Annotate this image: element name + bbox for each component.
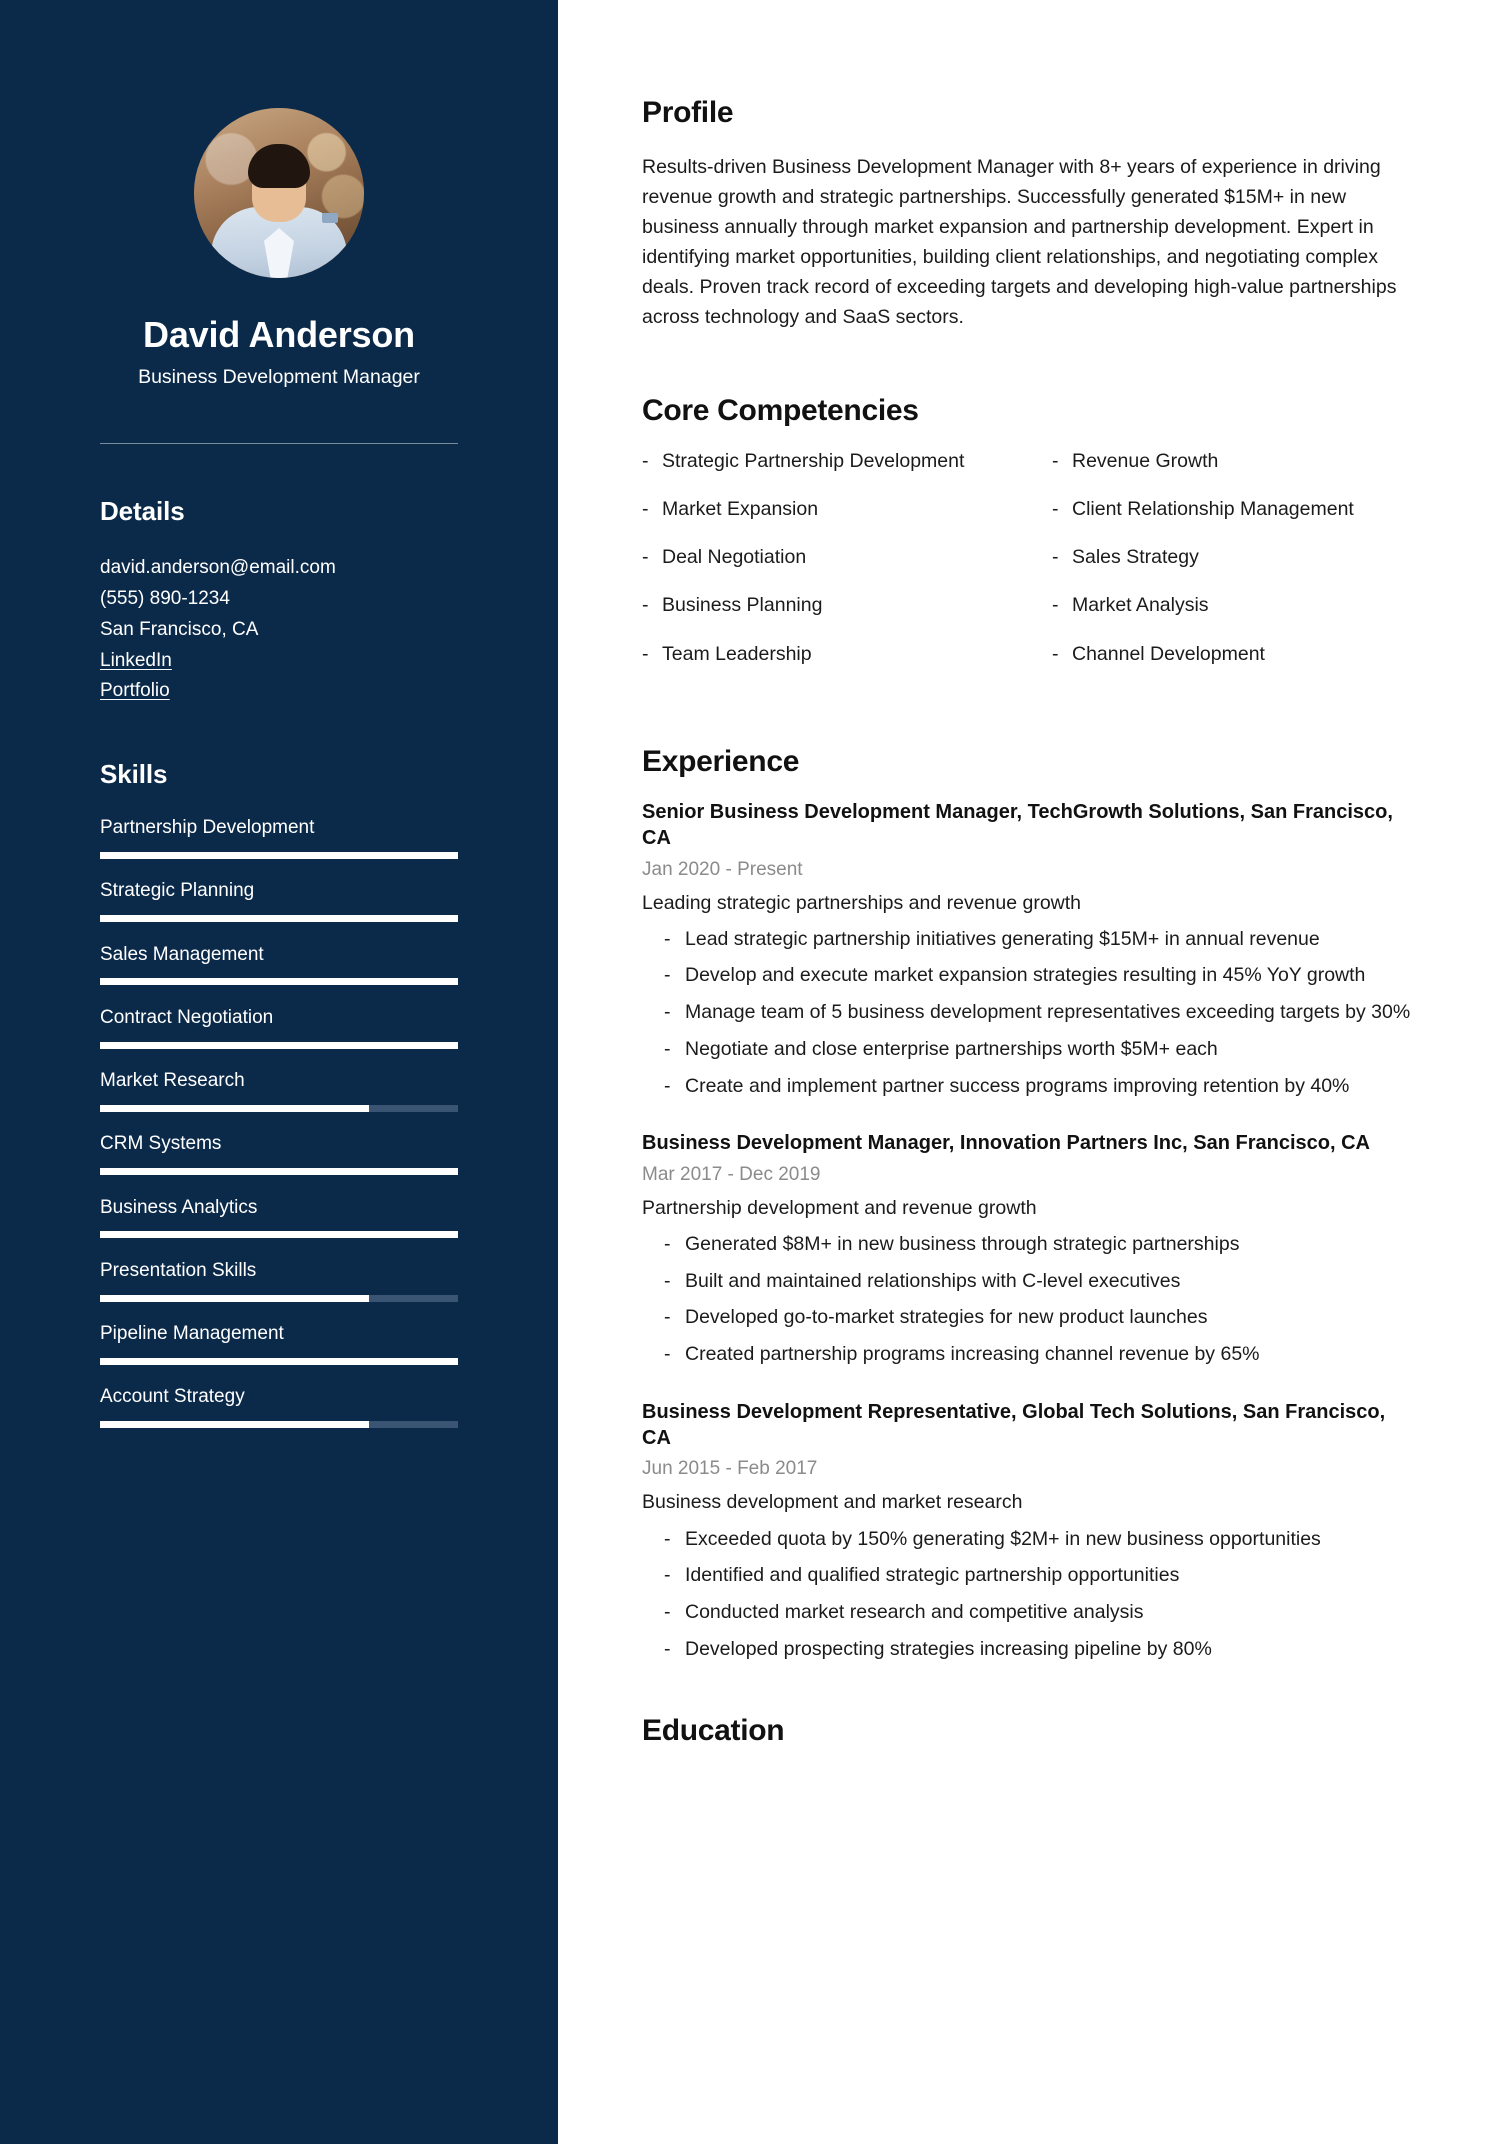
competency-item: [1052, 448, 1418, 474]
competencies-column-right: [1052, 448, 1418, 689]
job-title: Business Development Manager, Innovation Partners Inc, San Francisco, CA: [642, 1132, 1370, 1155]
detail-link-portfolio[interactable]: Portfolio: [100, 680, 170, 702]
job-bullet-text: Exceeded quota by 150% generating $2M+ in new business opportunities: [685, 1527, 1321, 1550]
spacer: [642, 689, 1418, 745]
job-bullet-text: Identified and qualified strategic partnership opportunities: [685, 1564, 1180, 1587]
skill-bar-fill: [100, 1421, 369, 1428]
skill-label: CRM Systems: [100, 1133, 222, 1155]
job-bullet-text: Develop and execute market expansion strategies resulting in 45% YoY growth: [685, 964, 1366, 987]
job-bullet: [642, 1036, 1418, 1064]
bullet-dash: -: [664, 927, 671, 950]
skill-label: Market Research: [100, 1070, 245, 1092]
bullet-dash: -: [664, 1037, 671, 1060]
job-summary: Business development and market research: [642, 1491, 1023, 1514]
skill-item: [100, 1006, 458, 1049]
bullet-dash: -: [642, 594, 649, 617]
skill-item: [100, 1322, 458, 1365]
skill-bar-fill: [100, 1295, 369, 1302]
bullet-dash: -: [664, 1527, 671, 1550]
job-summary: Leading strategic partnerships and revenue growth: [642, 891, 1082, 914]
skill-bar-fill: [100, 1168, 458, 1175]
skill-item: [100, 816, 458, 859]
education-section: [642, 1714, 1418, 1748]
competency-label: Revenue Growth: [1072, 450, 1219, 473]
skill-label: Strategic Planning: [100, 880, 255, 902]
competency-item: [642, 544, 1008, 570]
job-bullet: [642, 926, 1418, 954]
competency-item: [642, 448, 1008, 474]
detail-phone: (555) 890-1234: [100, 588, 230, 610]
skill-item: [100, 1196, 458, 1239]
job-date: Jun 2015 - Feb 2017: [642, 1458, 818, 1480]
competency-label: Client Relationship Management: [1072, 498, 1354, 521]
bullet-dash: -: [642, 450, 649, 473]
bullet-dash: -: [664, 1342, 671, 1365]
job-bullet: [642, 1268, 1418, 1296]
job-bullet: [642, 1526, 1418, 1554]
skill-label: Pipeline Management: [100, 1323, 284, 1345]
job-bullet: [642, 1231, 1418, 1259]
job-bullet: [642, 1304, 1418, 1332]
competency-label: Sales Strategy: [1072, 546, 1199, 569]
profile-section: [642, 96, 1418, 332]
skill-bar-track: [100, 1231, 458, 1238]
competency-label: Strategic Partnership Development: [662, 450, 965, 473]
competency-label: Deal Negotiation: [662, 546, 807, 569]
skill-bar-fill: [100, 978, 458, 985]
job-bullet-text: Developed go-to-market strategies for new product launches: [685, 1306, 1208, 1329]
competency-item: [1052, 544, 1418, 570]
bullet-dash: -: [642, 546, 649, 569]
avatar-pocket-square: [322, 213, 338, 223]
skill-bar-fill: [100, 852, 458, 859]
education-heading: Education: [642, 1713, 785, 1747]
job-bullet-text: Created partnership programs increasing channel revenue by 65%: [685, 1342, 1260, 1365]
skill-bar-track: [100, 852, 458, 859]
details-heading: Details: [100, 496, 185, 527]
skill-label: Presentation Skills: [100, 1259, 257, 1281]
skill-bar-fill: [100, 1231, 458, 1238]
bullet-dash: -: [1052, 546, 1059, 569]
bullet-dash: -: [664, 1306, 671, 1329]
job-bullet-text: Lead strategic partnership initiatives generating $15M+ in annual revenue: [685, 927, 1320, 950]
competencies-column-left: [642, 448, 1008, 689]
skills-list: [100, 816, 458, 1428]
job-bullet-text: Create and implement partner success programs improving retention by 40%: [685, 1074, 1350, 1097]
job-bullet-text: Manage team of 5 business development representatives exceeding targets by 30%: [685, 1001, 1411, 1024]
job-title: Business Development Representative, Global Tech Solutions, San Francisco, CA: [642, 1400, 1386, 1450]
sidebar-divider: [100, 443, 458, 444]
skill-label: Sales Management: [100, 943, 264, 965]
skill-item: [100, 1385, 458, 1428]
bullet-dash: -: [1052, 642, 1059, 665]
job-bullets: [642, 1231, 1418, 1369]
skill-bar-track: [100, 1105, 458, 1112]
bullet-dash: -: [664, 1564, 671, 1587]
skill-bar-track: [100, 1042, 458, 1049]
competency-item: [1052, 592, 1418, 618]
bullet-dash: -: [664, 964, 671, 987]
job-bullet-text: Built and maintained relationships with C-level executives: [685, 1269, 1181, 1292]
avatar-container: [100, 108, 458, 278]
job-bullet: [642, 1636, 1418, 1664]
bullet-dash: -: [642, 642, 649, 665]
competency-label: Market Analysis: [1072, 594, 1209, 617]
skill-item: [100, 1069, 458, 1112]
bullet-dash: -: [664, 1074, 671, 1097]
bullet-dash: -: [664, 1601, 671, 1624]
job-summary: Partnership development and revenue growth: [642, 1196, 1037, 1219]
skill-bar-track: [100, 1295, 458, 1302]
experience-entry: [642, 1399, 1418, 1664]
skill-bar-fill: [100, 1105, 369, 1112]
bullet-dash: -: [664, 1269, 671, 1292]
job-bullet-text: Generated $8M+ in new business through strategic partnerships: [685, 1232, 1240, 1255]
competency-label: Market Expansion: [662, 498, 819, 521]
experience-entry: [642, 799, 1418, 1101]
competency-item: [1052, 641, 1418, 667]
job-bullets: [642, 926, 1418, 1100]
competencies-section: [642, 394, 1418, 689]
details-list: [100, 553, 458, 707]
experience-section: [642, 745, 1418, 1664]
job-bullet: [642, 1341, 1418, 1369]
job-bullet: [642, 999, 1418, 1027]
skill-item: [100, 1259, 458, 1302]
job-date: Mar 2017 - Dec 2019: [642, 1163, 821, 1185]
main-content: [558, 0, 1510, 2144]
competency-item: [1052, 496, 1418, 522]
job-bullet: [642, 1599, 1418, 1627]
skill-bar-track: [100, 1358, 458, 1365]
experience-heading: Experience: [642, 744, 800, 778]
job-bullet-text: Developed prospecting strategies increasing pipeline by 80%: [685, 1637, 1212, 1660]
profile-text: Results-driven Business Development Manager with 8+ years of experience in driving revenue growth and strategic partnerships. Successfully generated $15M+ in new business annually through market expansion and partnership development. Expert in identifying market opportunities, building client relationships, and negotiating complex deals. Proven track record of exceeding targets and developing high-value partnerships across technology and SaaS sectors.: [642, 156, 1397, 329]
skill-label: Account Strategy: [100, 1386, 245, 1408]
job-bullet-text: Negotiate and close enterprise partnerships worth $5M+ each: [685, 1037, 1218, 1060]
bullet-dash: -: [1052, 594, 1059, 617]
spacer: [642, 332, 1418, 394]
competency-label: Business Planning: [662, 594, 823, 617]
sidebar: [0, 0, 558, 2144]
detail-link-linkedin[interactable]: LinkedIn: [100, 649, 172, 671]
bullet-dash: -: [664, 1637, 671, 1660]
skill-label: Partnership Development: [100, 817, 315, 839]
skill-label: Contract Negotiation: [100, 1006, 274, 1028]
skill-item: [100, 943, 458, 986]
competency-item: [642, 641, 1008, 667]
bullet-dash: -: [664, 1232, 671, 1255]
skills-heading: Skills: [100, 759, 168, 790]
job-bullet: [642, 962, 1418, 990]
profile-heading: Profile: [642, 96, 734, 129]
job-bullet: [642, 1562, 1418, 1590]
skill-label: Business Analytics: [100, 1196, 258, 1218]
candidate-name: David Anderson: [143, 314, 415, 355]
competency-item: [642, 592, 1008, 618]
skill-bar-track: [100, 1168, 458, 1175]
skill-bar-fill: [100, 915, 458, 922]
job-bullet-text: Conducted market research and competitive analysis: [685, 1601, 1144, 1624]
detail-email: david.anderson@email.com: [100, 557, 336, 579]
skill-bar-fill: [100, 1358, 458, 1365]
competencies-heading: Core Competencies: [642, 394, 919, 428]
skill-bar-fill: [100, 1042, 458, 1049]
job-date: Jan 2020 - Present: [642, 858, 803, 880]
competencies-grid: [642, 448, 1418, 689]
bullet-dash: -: [1052, 498, 1059, 521]
detail-location: San Francisco, CA: [100, 618, 259, 640]
job-bullet: [642, 1073, 1418, 1101]
competency-label: Channel Development: [1072, 642, 1265, 665]
avatar: [194, 108, 364, 278]
job-title: Senior Business Development Manager, TechGrowth Solutions, San Francisco, CA: [642, 800, 1393, 850]
candidate-job-title: Business Development Manager: [138, 366, 420, 389]
experience-entry: [642, 1130, 1418, 1368]
skill-item: [100, 879, 458, 922]
skill-bar-track: [100, 1421, 458, 1428]
skill-bar-track: [100, 978, 458, 985]
job-bullets: [642, 1526, 1418, 1664]
skill-item: [100, 1132, 458, 1175]
bullet-dash: -: [664, 1001, 671, 1024]
bullet-dash: -: [642, 498, 649, 521]
competency-item: [642, 496, 1008, 522]
skill-bar-track: [100, 915, 458, 922]
competency-label: Team Leadership: [662, 642, 812, 665]
bullet-dash: -: [1052, 450, 1059, 473]
